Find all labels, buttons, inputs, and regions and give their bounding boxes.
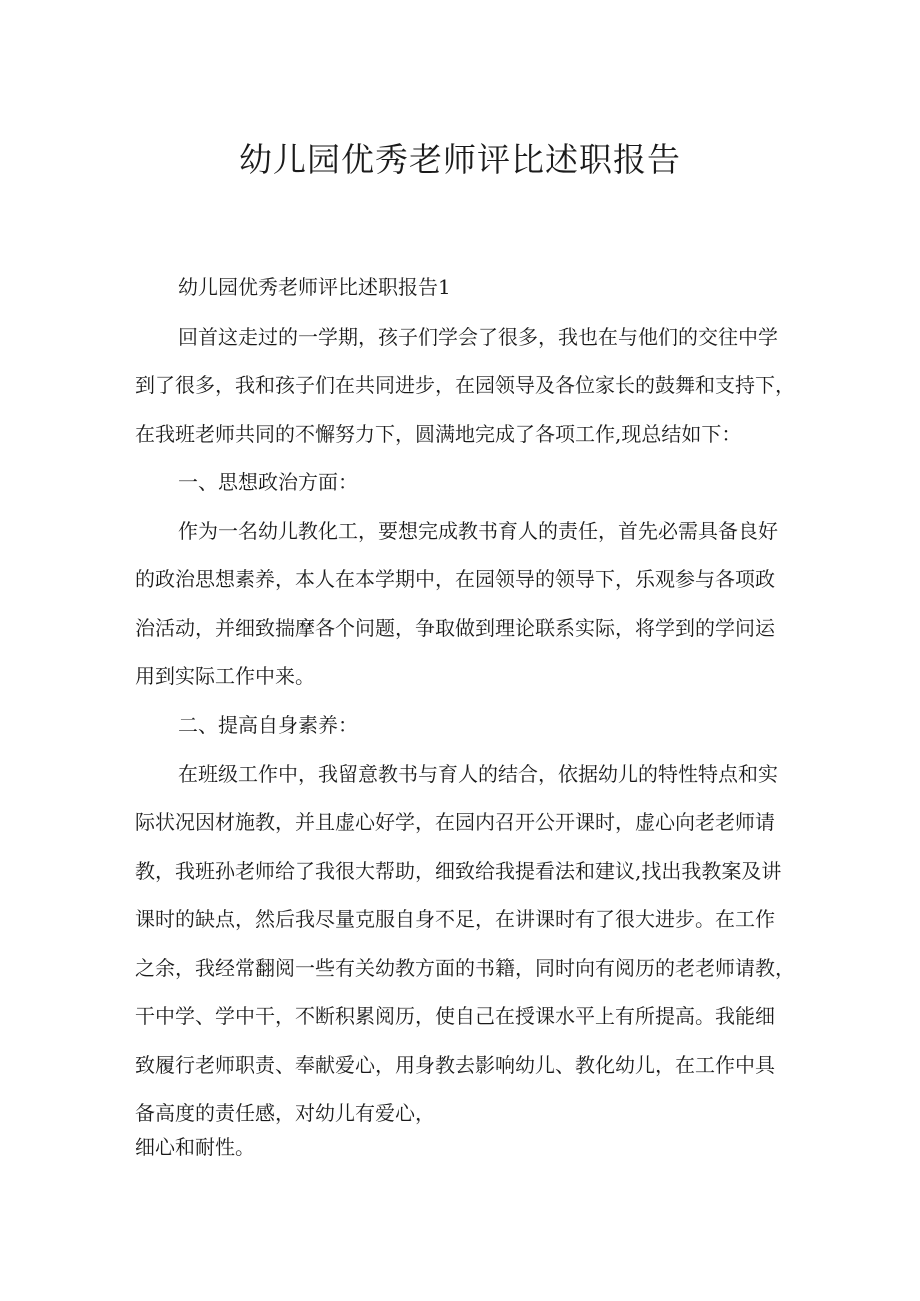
body-line-8: 在班级工作中，我留意教书与育人的结合，依据幼儿的特性特点和实 (178, 762, 778, 786)
body-line-3: 在我班老师共同的不懈努力下，圆满地完成了各项工作,现总结如下： (135, 422, 742, 446)
body-line-10: 教，我班孙老师给了我很大帮助，细致给我提看法和建议,找出我教案及讲 (135, 859, 782, 883)
document-title: 幼儿园优秀老师评比述职报告 (239, 140, 681, 179)
body-line-7: 用到实际工作中来。 (135, 664, 315, 688)
body-line-13: 干中学、学中干，不断积累阅历，使自己在授课水平上有所提高。我能细 (135, 1004, 775, 1028)
body-line-5: 的政治思想素养，本人在本学期中，在园领导的领导下，乐观参与各项政 (135, 567, 775, 591)
section-title: 幼儿园优秀老师评比述职报告1 (178, 275, 451, 299)
heading-self-improvement: 二、提高自身素养： (178, 713, 358, 737)
body-line-16: 细心和耐性。 (135, 1135, 255, 1159)
body-line-1: 回首这走过的一学期，孩子们学会了很多，我也在与他们的交往中学 (178, 325, 778, 349)
body-line-15: 备高度的责任感，对幼儿有爱心， (135, 1101, 435, 1125)
body-line-9: 际状况因材施教，并且虚心好学，在园内召开公开课时，虚心向老老师请 (135, 810, 775, 834)
body-line-6: 治活动，并细致揣摩各个问题，争取做到理论联系实际，将学到的学问运 (135, 616, 775, 640)
heading-ideology: 一、思想政治方面： (178, 470, 358, 494)
body-line-14: 致履行老师职责、奉献爱心，用身教去影响幼儿、教化幼儿，在工作中具 (135, 1053, 775, 1077)
body-line-4: 作为一名幼儿教化工，要想完成教书育人的责任，首先必需具备良好 (178, 519, 778, 543)
body-line-11: 课时的缺点，然后我尽量克服自身不足，在讲课时有了很大进步。在工作 (135, 907, 775, 931)
body-line-2: 到了很多，我和孩子们在共同进步，在园领导及各位家长的鼓舞和支持下， (135, 373, 795, 397)
body-line-12: 之余，我经常翻阅一些有关幼教方面的书籍，同时向有阅历的老老师请教， (135, 956, 795, 980)
